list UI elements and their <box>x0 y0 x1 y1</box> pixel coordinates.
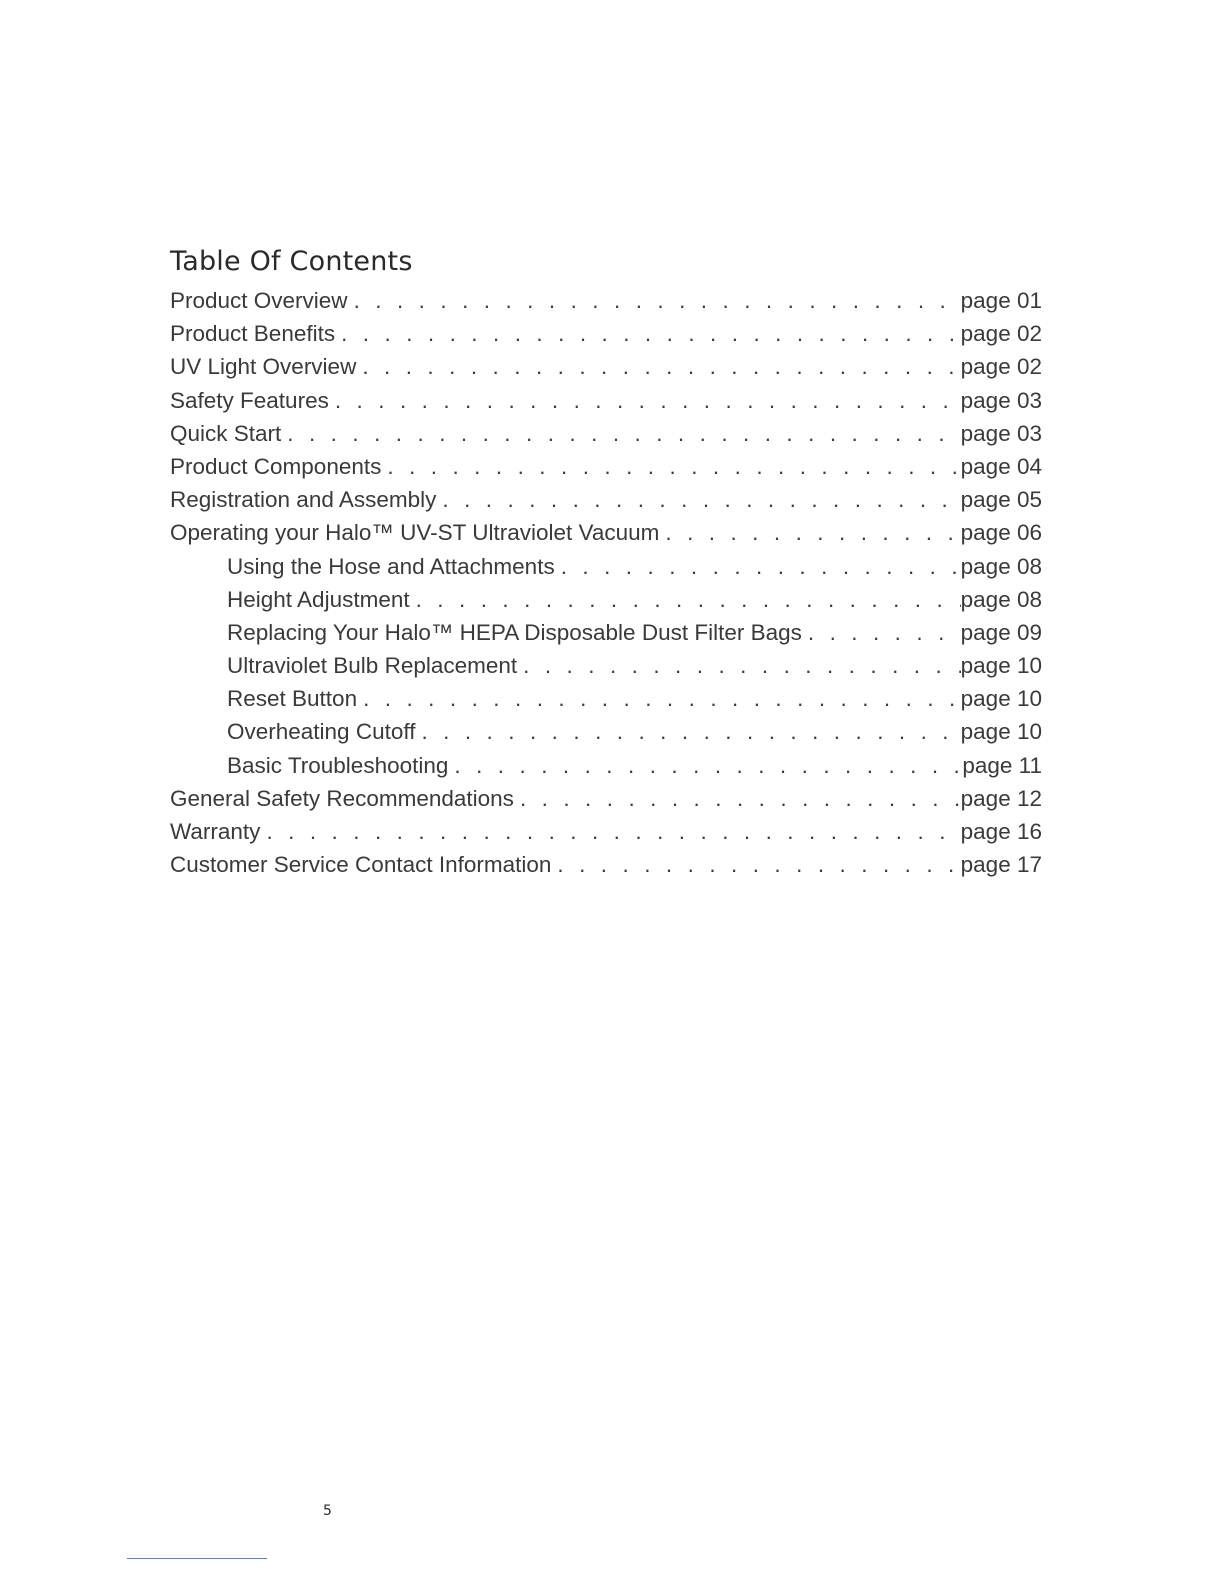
toc-entry-page: page 10 <box>960 719 1042 745</box>
toc-dot-leader <box>802 616 961 649</box>
toc-dot-leader <box>410 583 961 616</box>
toc-entry-label: Quick Start <box>170 420 282 446</box>
toc-entry-page: page 09 <box>960 619 1042 645</box>
toc-entry-page: page 03 <box>960 420 1042 446</box>
toc-entry-label: Operating your Halo™ UV-ST Ultraviolet Vacuum <box>170 520 660 546</box>
toc-entry-label: Customer Service Contact Information <box>170 852 552 878</box>
toc-entry-page: page 17 <box>960 852 1042 878</box>
toc-title: Table Of Contents <box>170 246 413 278</box>
toc-entry-label: General Safety Recommendations <box>170 785 514 811</box>
toc-entry-page: page 16 <box>960 819 1042 844</box>
toc-entry-page: page 03 <box>960 387 1042 413</box>
toc-entry-page: page 11 <box>962 752 1042 778</box>
toc-dot-leader <box>436 483 960 516</box>
toc-entry-page: page 02 <box>960 354 1042 380</box>
toc-dot-leader <box>555 550 961 583</box>
toc-entry[interactable] <box>170 815 1042 848</box>
toc-dot-leader <box>415 715 960 748</box>
toc-entry[interactable] <box>170 384 1042 417</box>
toc-entry-label: Product Components <box>170 453 382 479</box>
toc-entry-label: Product Overview <box>170 288 348 313</box>
toc-list <box>170 284 1042 881</box>
toc-dot-leader <box>281 417 960 450</box>
toc-entry[interactable] <box>170 284 1042 317</box>
toc-entry-label: Registration and Assembly <box>170 487 437 513</box>
toc-entry[interactable] <box>170 483 1042 516</box>
toc-subentry[interactable] <box>170 715 1042 748</box>
toc-entry-page: page 10 <box>960 686 1042 712</box>
toc-dot-leader <box>357 682 961 715</box>
toc-entry-page: page 04 <box>960 453 1042 479</box>
toc-subentry[interactable] <box>170 682 1042 715</box>
toc-dot-leader <box>260 815 960 848</box>
toc-entry-page: page 06 <box>960 520 1042 546</box>
footer-rule <box>127 1558 267 1559</box>
toc-entry-page: page 12 <box>960 785 1042 811</box>
toc-entry-page: page 02 <box>960 321 1042 347</box>
toc-entry-label: UV Light Overview <box>170 354 357 380</box>
toc-entry-page: page 08 <box>960 553 1042 579</box>
toc-dot-leader <box>551 848 960 881</box>
toc-entry-page: page 01 <box>960 288 1042 313</box>
toc-subentry[interactable] <box>170 583 1042 616</box>
toc-dot-leader <box>448 749 962 782</box>
toc-subentry[interactable] <box>170 616 1042 649</box>
toc-entry[interactable] <box>170 782 1042 815</box>
toc-entry-label: Warranty <box>170 819 261 844</box>
toc-entry-label: Using the Hose and Attachments <box>227 553 555 579</box>
toc-entry[interactable] <box>170 450 1042 483</box>
toc-entry-label: Basic Troubleshooting <box>227 752 449 778</box>
toc-entry-page: page 08 <box>960 586 1042 612</box>
toc-entry-label: Ultraviolet Bulb Replacement <box>227 653 518 679</box>
toc-entry[interactable] <box>170 848 1042 881</box>
toc-dot-leader <box>335 317 961 350</box>
toc-subentry[interactable] <box>170 649 1042 682</box>
toc-entry-label: Reset Button <box>227 686 358 712</box>
toc-entry-label: Overheating Cutoff <box>227 719 416 745</box>
toc-entry[interactable] <box>170 350 1042 383</box>
toc-entry-label: Replacing Your Halo™ HEPA Disposable Dust Filter Bags <box>227 619 802 645</box>
toc-entry[interactable] <box>170 516 1042 549</box>
toc-entry-label: Height Adjustment <box>227 586 410 612</box>
toc-entry[interactable] <box>170 317 1042 350</box>
toc-entry-page: page 05 <box>960 487 1042 513</box>
toc-dot-leader <box>659 516 960 549</box>
toc-entry-label: Safety Features <box>170 387 329 413</box>
toc-entry[interactable] <box>170 417 1042 450</box>
toc-subentry[interactable] <box>170 550 1042 583</box>
toc-subentry[interactable] <box>170 749 1042 782</box>
toc-dot-leader <box>381 450 960 483</box>
toc-dot-leader <box>514 782 961 815</box>
toc-entry-label: Product Benefits <box>170 321 336 347</box>
toc-dot-leader <box>356 350 960 383</box>
toc-dot-leader <box>348 284 961 317</box>
page-number: 5 <box>323 1503 332 1519</box>
toc-entry-page: page 10 <box>960 653 1042 679</box>
toc-dot-leader <box>329 384 961 417</box>
toc-dot-leader <box>517 649 961 682</box>
